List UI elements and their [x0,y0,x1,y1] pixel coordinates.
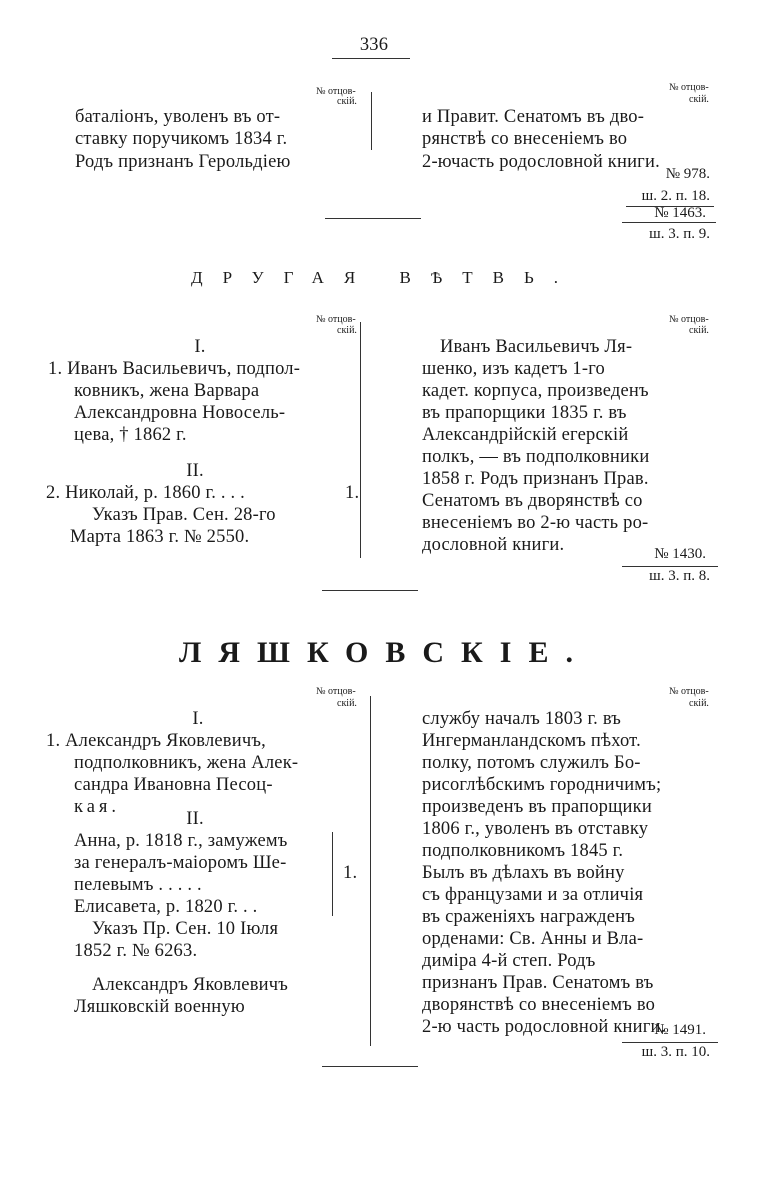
reference-location: ш. 3. п. 9. [649,226,710,242]
column-note-right-2: скій. [689,94,709,105]
right-text-line: въ прапорщики 1835 г. въ [422,403,627,423]
column-note-right-2: скій. [689,325,709,336]
top-left-line: баталіонъ, уволенъ въ от- [75,107,281,127]
right-text-line: подполковникомъ 1845 г. [422,841,624,861]
page-number: 336 [359,35,389,55]
column-divider [371,92,372,150]
entry-line: кая. [74,797,121,817]
reference-number: № 1491. [654,1022,706,1038]
right-text-line: Ингерманландскомъ пѣхот. [422,731,641,751]
decree-line: 1852 г. № 6263. [74,941,198,961]
reference-number: № 978. [665,166,710,182]
child-line: Елисавета, р. 1820 г. . . [74,897,258,917]
top-right-line: 2-ючасть родословной книги. [422,152,660,172]
child-line: Анна, р. 1818 г., замужемъ [74,831,288,851]
entry-line: ковникъ, жена Варвара [74,381,260,401]
top-left-line: ставку поручикомъ 1834 г. [75,129,288,149]
right-text-line: 1858 г. Родъ признанъ Прав. [422,469,649,489]
right-text-line: Сенатомъ въ дворянствѣ со [422,491,643,511]
entry-line: сандра Ивановна Песоц- [74,775,273,795]
right-text-line: дословной книги. [422,535,565,555]
column-divider [360,322,361,558]
column-note-left-2: скій. [337,96,357,107]
tail-line: Ляшковскій военную [74,997,245,1017]
right-text-line: рисоглѣбскимъ городничимъ; [422,775,662,795]
father-number: 1. [345,483,360,503]
section-divider [325,218,421,219]
section-divider [322,1066,418,1067]
right-text-line: Былъ въ дѣлахъ въ войну [422,863,625,883]
column-note-left: № отцов- [316,686,356,697]
column-note-left-2: скій. [337,698,357,709]
children-bracket [332,832,333,916]
page-number-rule [332,58,410,59]
right-text-line: дворянствѣ со внесеніемъ во [422,995,656,1015]
tail-line: Александръ Яковлевичъ [92,975,289,995]
generation-numeral: I. [192,709,204,729]
section-divider [322,590,418,591]
column-note-right: № отцов- [669,686,709,697]
generation-numeral: II. [186,461,204,481]
child-line: пелевымъ . . . . . [74,875,202,895]
entry-line: 2. Николай, р. 1860 г. . . . [46,483,246,503]
column-note-left-2: скій. [337,325,357,336]
right-text-line: произведенъ въ прапорщики [422,797,652,817]
generation-numeral: I. [194,337,206,357]
right-text-line: 1806 г., уволенъ въ отставку [422,819,649,839]
section-heading: ДРУГАЯ ВѢТВЬ. [191,268,578,287]
reference-location: ш. 3. п. 10. [641,1044,710,1060]
entry-line: 1. Александръ Яковлевичъ, [46,731,266,751]
entry-line: цева, † 1862 г. [74,425,187,445]
entry-line: Марта 1863 г. № 2550. [70,527,250,547]
entry-line: 1. Иванъ Васильевичъ, подпол- [48,359,301,379]
top-right-line: рянствѣ со внесеніемъ во [422,129,628,149]
ref-rule [622,1042,718,1043]
right-text-line: внесеніемъ во 2-ю часть ро- [422,513,649,533]
right-text-line: диміра 4-й степ. Родъ [422,951,596,971]
column-note-left: № отцов- [316,86,356,97]
column-note-left: № отцов- [316,314,356,325]
right-text-line: 2-ю часть родословной книги. [422,1017,666,1037]
reference-location: ш. 3. п. 8. [649,568,710,584]
reference-number: № 1463. [654,205,706,221]
child-line: за генералъ-маіоромъ Ше- [74,853,287,873]
top-right-line: и Правит. Сенатомъ въ дво- [422,107,645,127]
right-text-line: полку, потомъ служилъ Бо- [422,753,641,773]
right-text-line: съ французами и за отличія [422,885,644,905]
right-text-line: кадет. корпуса, произведенъ [422,381,649,401]
column-note-right-2: скій. [689,698,709,709]
right-text-line: полкъ, — въ подполковники [422,447,650,467]
right-text-line: орденами: Св. Анны и Вла- [422,929,644,949]
father-number: 1. [343,863,358,883]
reference-location: ш. 2. п. 18. [641,188,710,204]
family-heading: ЛЯШКОВСКІЕ. [179,636,590,669]
column-divider [370,696,371,1046]
entry-line: подполковникъ, жена Алек- [74,753,299,773]
right-text-line: Александрійскій егерскій [422,425,629,445]
right-text-line: Иванъ Васильевичъ Ля- [440,337,633,357]
right-text-line: признанъ Прав. Сенатомъ въ [422,973,654,993]
generation-numeral: II. [186,809,204,829]
column-note-right: № отцов- [669,82,709,93]
entry-line: Указъ Прав. Сен. 28-го [92,505,276,525]
entry-line: Александровна Новосель- [74,403,286,423]
reference-number: № 1430. [654,546,706,562]
top-left-line: Родъ признанъ Герольдіею [75,152,291,172]
right-text-line: шенко, изъ кадетъ 1-го [422,359,605,379]
decree-line: Указъ Пр. Сен. 10 Іюля [92,919,279,939]
ref-rule [622,566,718,567]
column-note-right: № отцов- [669,314,709,325]
right-text-line: въ сраженіяхъ награжденъ [422,907,636,927]
ref-rule [622,222,716,223]
right-text-line: службу началъ 1803 г. въ [422,709,622,729]
